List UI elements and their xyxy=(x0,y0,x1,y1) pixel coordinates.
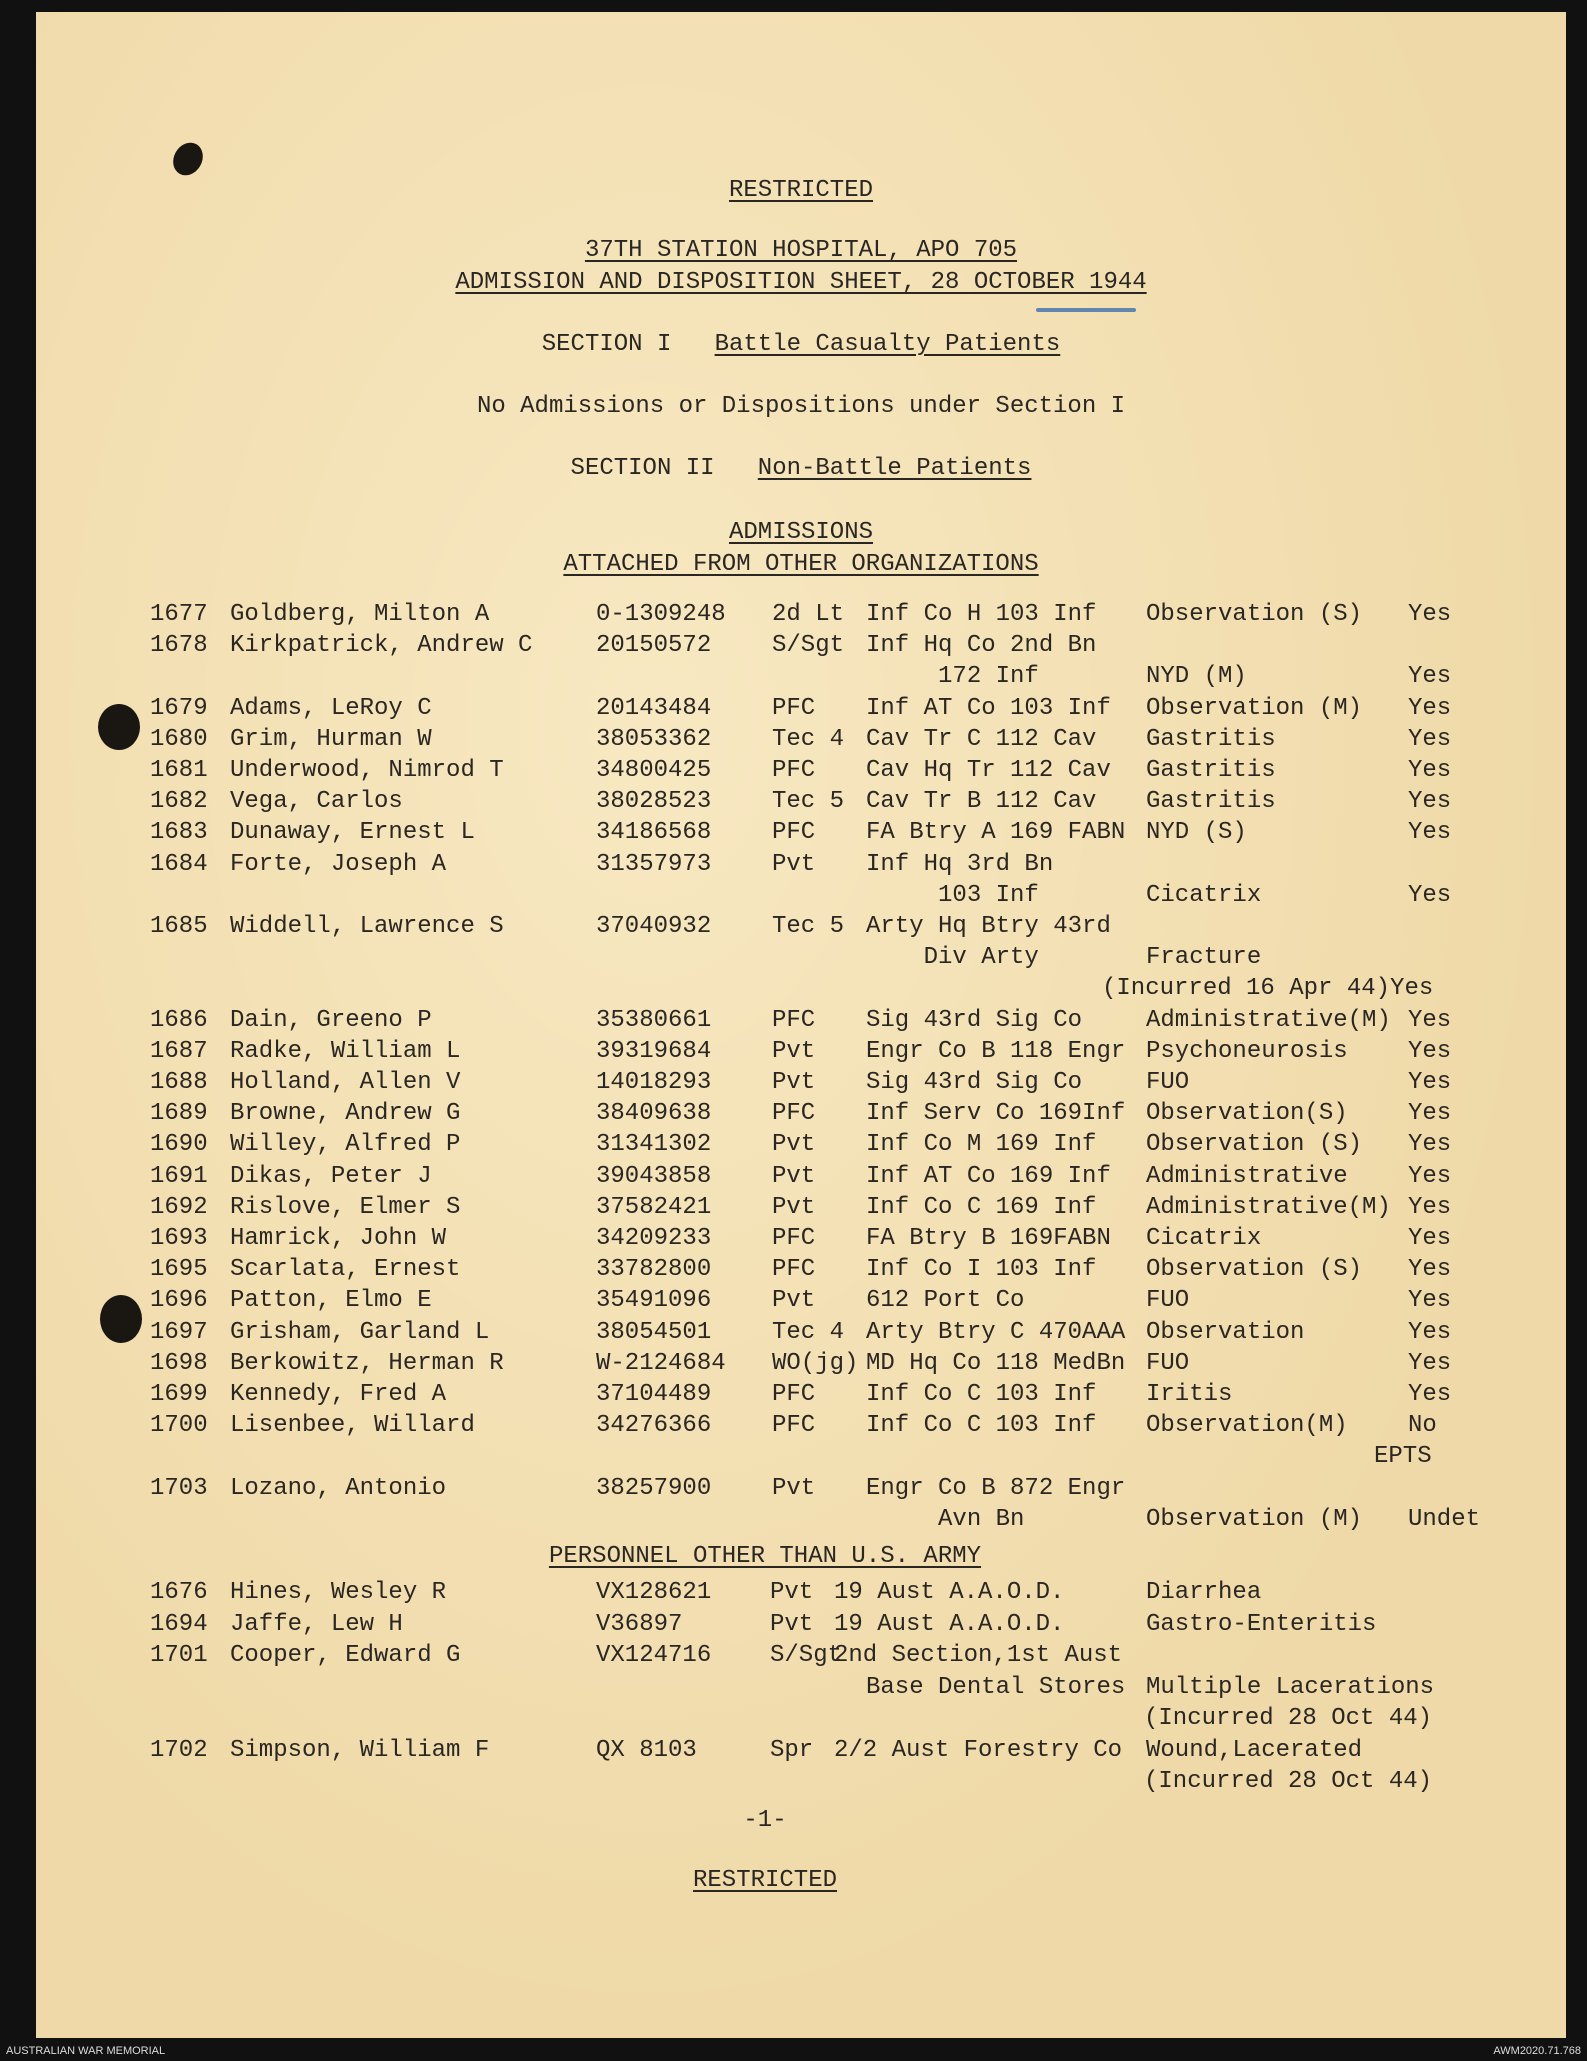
organization: Sig 43rd Sig Co xyxy=(866,1069,1083,1096)
serial-number: 34800425 xyxy=(596,757,712,784)
patient-number: 1676 xyxy=(150,1579,208,1606)
organization: Cav Tr C 112 Cav xyxy=(866,725,1097,753)
diagnosis: FUO xyxy=(1146,1287,1190,1315)
table-row xyxy=(36,787,1566,817)
grade: Pvt xyxy=(772,1193,816,1221)
table-row xyxy=(36,943,1566,973)
patient-number: 1692 xyxy=(150,1193,208,1221)
line-of-duty: Yes xyxy=(1408,725,1452,753)
organization: Inf Hq Co 2nd Bn xyxy=(866,632,1097,660)
patient-number: 1685 xyxy=(150,913,208,940)
organization: FA Btry A 169 FABN xyxy=(866,819,1126,847)
serial-number: V36897 xyxy=(596,1610,683,1638)
section-2-label: SECTION II xyxy=(570,455,715,482)
diagnosis: Gastritis xyxy=(1146,725,1276,753)
patient-number: 1678 xyxy=(150,632,208,660)
section-1-label: SECTION I xyxy=(541,331,672,358)
table-row xyxy=(36,881,1566,911)
serial-number: 35491096 xyxy=(596,1287,712,1315)
diagnosis: Fracture xyxy=(1146,944,1262,972)
grade: Pvt xyxy=(772,1474,816,1502)
attached-heading: ATTACHED FROM OTHER ORGANIZATIONS xyxy=(563,551,1039,578)
table-row xyxy=(36,1505,1566,1535)
table-row xyxy=(36,818,1566,848)
organization: Inf AT Co 169 Inf xyxy=(866,1162,1111,1190)
diagnosis: Observation (S) xyxy=(1146,1131,1363,1159)
diagnosis: Wound,Lacerated xyxy=(1146,1736,1363,1764)
patient-number: 1679 xyxy=(150,694,208,722)
diagnosis: FUO xyxy=(1146,1349,1190,1377)
patient-number: 1691 xyxy=(150,1162,208,1190)
serial-number: 37104489 xyxy=(596,1381,712,1408)
serial-number: 31341302 xyxy=(596,1131,712,1159)
patient-name: Dunaway, Ernest L xyxy=(230,819,475,847)
patient-number: 1700 xyxy=(150,1412,208,1440)
serial-number: 39043858 xyxy=(596,1162,712,1190)
table-row xyxy=(36,1578,1566,1608)
grade: Tec 4 xyxy=(772,1318,845,1346)
section-1-note: No Admissions or Dispositions under Section I xyxy=(476,393,1126,420)
line-of-duty: Yes xyxy=(1408,1256,1452,1284)
organization: Base Dental Stores xyxy=(866,1673,1126,1701)
line-of-duty: Undet xyxy=(1408,1505,1481,1533)
personnel-heading: PERSONNEL OTHER THAN U.S. ARMY xyxy=(548,1543,982,1570)
line-of-duty: Yes xyxy=(1408,1037,1452,1065)
patient-number: 1693 xyxy=(150,1225,208,1252)
serial-number: 37582421 xyxy=(596,1193,712,1221)
serial-number: 38028523 xyxy=(596,788,712,816)
table-row xyxy=(36,662,1566,692)
diagnosis: Gastro-Enteritis xyxy=(1146,1610,1377,1638)
patient-number: 1680 xyxy=(150,725,208,753)
table-row xyxy=(36,974,1566,1004)
diagnosis: Cicatrix xyxy=(1146,881,1262,909)
grade: PFC xyxy=(772,1381,816,1408)
serial-number: 38053362 xyxy=(596,725,712,753)
diagnosis: Observation (M) xyxy=(1146,1505,1363,1533)
grade: PFC xyxy=(772,1256,816,1284)
diagnosis: Observation(S) xyxy=(1146,1100,1348,1128)
admissions-heading: ADMISSIONS xyxy=(728,519,874,546)
row-note: EPTS xyxy=(1374,1443,1432,1471)
table-row xyxy=(36,1130,1566,1160)
patient-name: Jaffe, Lew H xyxy=(230,1610,403,1638)
patient-number: 1702 xyxy=(150,1736,208,1764)
patient-number: 1689 xyxy=(150,1100,208,1128)
grade: Pvt xyxy=(772,1131,816,1159)
serial-number: 38257900 xyxy=(596,1474,712,1502)
line-of-duty: Yes xyxy=(1408,1287,1452,1315)
line-of-duty: Yes xyxy=(1408,694,1452,722)
diagnosis: Cicatrix xyxy=(1146,1225,1262,1252)
line-of-duty: Yes xyxy=(1408,601,1452,628)
serial-number: 20150572 xyxy=(596,632,712,660)
grade: PFC xyxy=(772,819,816,847)
serial-number: 39319684 xyxy=(596,1037,712,1065)
line-of-duty: Yes xyxy=(1408,1131,1452,1159)
organization: MD Hq Co 118 MedBn xyxy=(866,1349,1126,1377)
patient-number: 1694 xyxy=(150,1610,208,1638)
table-row xyxy=(36,756,1566,786)
organization: Div Arty xyxy=(866,944,1039,972)
line-of-duty: Yes xyxy=(1408,1100,1452,1128)
table-row xyxy=(36,1068,1566,1098)
patient-name: Rislove, Elmer S xyxy=(230,1193,461,1221)
row-note: (Incurred 16 Apr 44)Yes xyxy=(1102,975,1434,1003)
patient-number: 1690 xyxy=(150,1131,208,1159)
section-2-title: Non-Battle Patients xyxy=(757,455,1032,482)
patient-number: 1677 xyxy=(150,601,208,628)
patient-name: Hines, Wesley R xyxy=(230,1579,447,1606)
patient-name: Hamrick, John W xyxy=(230,1225,447,1252)
organization: Arty Hq Btry 43rd xyxy=(866,913,1111,940)
table-row xyxy=(36,1162,1566,1192)
section-1-title: Battle Casualty Patients xyxy=(714,331,1061,358)
table-row xyxy=(36,1474,1566,1504)
archive-accession: AWM2020.71.768 xyxy=(1493,2045,1581,2057)
patient-name: Cooper, Edward G xyxy=(230,1642,461,1669)
patient-name: Adams, LeRoy C xyxy=(230,694,432,722)
table-row xyxy=(36,1193,1566,1223)
diagnosis: Observation (S) xyxy=(1146,1256,1363,1284)
grade: Pvt xyxy=(772,1287,816,1315)
line-of-duty: Yes xyxy=(1408,1193,1452,1221)
diagnosis: FUO xyxy=(1146,1069,1190,1096)
line-of-duty: Yes xyxy=(1408,1069,1452,1096)
organization: 612 Port Co xyxy=(866,1287,1025,1315)
page-number: -1- xyxy=(743,1807,787,1834)
table-row xyxy=(36,1224,1566,1254)
blue-pencil-mark xyxy=(1036,308,1136,312)
patient-number: 1681 xyxy=(150,757,208,784)
table-row xyxy=(36,1286,1566,1316)
table-row xyxy=(36,1006,1566,1036)
grade: PFC xyxy=(772,1006,816,1034)
table-row xyxy=(36,1641,1566,1671)
sheet-title: ADMISSION AND DISPOSITION SHEET, 28 OCTOBER 1944 xyxy=(455,269,1147,296)
patient-name: Willey, Alfred P xyxy=(230,1131,461,1159)
organization: Inf Hq 3rd Bn xyxy=(866,850,1054,878)
section-2-heading xyxy=(36,456,1566,482)
organization: 172 Inf xyxy=(866,663,1039,691)
organization: Cav Tr B 112 Cav xyxy=(866,788,1097,816)
patient-name: Berkowitz, Herman R xyxy=(230,1349,504,1377)
serial-number: 34186568 xyxy=(596,819,712,847)
table-row xyxy=(36,725,1566,755)
patient-name: Goldberg, Milton A xyxy=(230,601,490,628)
serial-number: 33782800 xyxy=(596,1256,712,1284)
table-row xyxy=(36,1767,1566,1797)
grade: S/Sgt xyxy=(770,1642,843,1669)
grade: PFC xyxy=(772,1100,816,1128)
grade: Pvt xyxy=(772,1069,816,1096)
patient-number: 1701 xyxy=(150,1642,208,1669)
diagnosis: NYD (S) xyxy=(1146,819,1247,847)
diagnosis: Administrative xyxy=(1146,1162,1348,1190)
table-row xyxy=(36,912,1566,942)
diagnosis: Gastritis xyxy=(1146,757,1276,784)
organization: Avn Bn xyxy=(866,1505,1025,1533)
diagnosis: Observation (S) xyxy=(1146,601,1363,628)
table-row xyxy=(36,1673,1566,1703)
diagnosis: Observation(M) xyxy=(1146,1412,1348,1440)
diagnosis: Diarrhea xyxy=(1146,1579,1262,1606)
patient-name: Lisenbee, Willard xyxy=(230,1412,475,1440)
patient-name: Radke, William L xyxy=(230,1037,461,1065)
grade: Tec 4 xyxy=(772,725,845,753)
organization: Engr Co B 872 Engr xyxy=(866,1474,1126,1502)
patient-number: 1684 xyxy=(150,850,208,878)
classification-top: RESTRICTED xyxy=(728,177,874,204)
document-page xyxy=(36,12,1566,2038)
patient-name: Dain, Greeno P xyxy=(230,1006,432,1034)
organization: Arty Btry C 470AAA xyxy=(866,1318,1126,1346)
serial-number: 38054501 xyxy=(596,1318,712,1346)
grade: PFC xyxy=(772,694,816,722)
grade: Pvt xyxy=(770,1610,814,1638)
patient-name: Vega, Carlos xyxy=(230,788,403,816)
table-row xyxy=(36,1349,1566,1379)
grade: WO(jg) xyxy=(772,1349,859,1377)
line-of-duty: Yes xyxy=(1408,1006,1452,1034)
organization: Inf Co C 103 Inf xyxy=(866,1381,1097,1408)
grade: Pvt xyxy=(772,850,816,878)
diagnosis: Observation xyxy=(1146,1318,1305,1346)
patient-name: Grisham, Garland L xyxy=(230,1318,490,1346)
line-of-duty: Yes xyxy=(1408,1225,1452,1252)
diagnosis: Psychoneurosis xyxy=(1146,1037,1348,1065)
section-1-heading xyxy=(36,332,1566,358)
patient-name: Kirkpatrick, Andrew C xyxy=(230,632,533,660)
diagnosis: Administrative(M) xyxy=(1146,1193,1391,1221)
organization: Inf Co C 169 Inf xyxy=(866,1193,1097,1221)
serial-number: 34209233 xyxy=(596,1225,712,1252)
archive-footer xyxy=(0,2042,1587,2061)
organization: FA Btry B 169FABN xyxy=(866,1225,1111,1252)
hospital-name: 37TH STATION HOSPITAL, APO 705 xyxy=(584,237,1018,264)
organization: Sig 43rd Sig Co xyxy=(866,1006,1083,1034)
serial-number: 0-1309248 xyxy=(596,601,726,628)
archive-label: AUSTRALIAN WAR MEMORIAL xyxy=(6,2045,166,2057)
serial-number: W-2124684 xyxy=(596,1349,726,1377)
line-of-duty: Yes xyxy=(1408,819,1452,847)
line-of-duty: No xyxy=(1408,1412,1437,1440)
table-row xyxy=(36,600,1566,630)
patient-number: 1698 xyxy=(150,1349,208,1377)
grade: Pvt xyxy=(772,1037,816,1065)
patient-number: 1686 xyxy=(150,1006,208,1034)
patient-number: 1683 xyxy=(150,819,208,847)
ink-stain xyxy=(167,137,208,180)
organization: Inf Co H 103 Inf xyxy=(866,601,1097,628)
patient-name: Widdell, Lawrence S xyxy=(230,913,504,940)
table-row xyxy=(36,1255,1566,1285)
grade: Pvt xyxy=(770,1579,814,1606)
grade: Tec 5 xyxy=(772,913,845,940)
table-row xyxy=(36,1099,1566,1129)
organization: Inf Serv Co 169Inf xyxy=(866,1100,1126,1128)
patient-name: Patton, Elmo E xyxy=(230,1287,432,1315)
organization: Inf AT Co 103 Inf xyxy=(866,694,1111,722)
organization: 103 Inf xyxy=(866,881,1039,909)
serial-number: 20143484 xyxy=(596,694,712,722)
serial-number: 38409638 xyxy=(596,1100,712,1128)
grade: S/Sgt xyxy=(772,632,845,660)
table-row xyxy=(36,850,1566,880)
serial-number: 31357973 xyxy=(596,850,712,878)
organization: Cav Hq Tr 112 Cav xyxy=(866,757,1111,784)
line-of-duty: Yes xyxy=(1408,757,1452,784)
diagnosis: (Incurred 28 Oct 44) xyxy=(1144,1705,1433,1732)
grade: Spr xyxy=(770,1736,814,1764)
organization: 2/2 Aust Forestry Co xyxy=(834,1736,1123,1764)
diagnosis: Administrative(M) xyxy=(1146,1006,1391,1034)
organization: Inf Co M 169 Inf xyxy=(866,1131,1097,1159)
patient-name: Scarlata, Ernest xyxy=(230,1256,461,1284)
grade: PFC xyxy=(772,757,816,784)
patient-name: Lozano, Antonio xyxy=(230,1474,447,1502)
patient-number: 1695 xyxy=(150,1256,208,1284)
diagnosis: Iritis xyxy=(1146,1381,1233,1408)
organization: Engr Co B 118 Engr xyxy=(866,1037,1126,1065)
organization: 2nd Section,1st Aust xyxy=(834,1642,1123,1669)
serial-number: 14018293 xyxy=(596,1069,712,1096)
grade: Tec 5 xyxy=(772,788,845,816)
serial-number: QX 8103 xyxy=(596,1736,697,1764)
line-of-duty: Yes xyxy=(1408,1381,1452,1408)
patient-name: Forte, Joseph A xyxy=(230,850,447,878)
patient-number: 1696 xyxy=(150,1287,208,1315)
line-of-duty: Yes xyxy=(1408,788,1452,816)
line-of-duty: Yes xyxy=(1408,1162,1452,1190)
organization: 19 Aust A.A.O.D. xyxy=(834,1610,1065,1638)
classification-bottom: RESTRICTED xyxy=(692,1867,838,1894)
diagnosis: NYD (M) xyxy=(1146,663,1247,691)
patient-number: 1697 xyxy=(150,1318,208,1346)
diagnosis: (Incurred 28 Oct 44) xyxy=(1144,1768,1433,1795)
patient-name: Browne, Andrew G xyxy=(230,1100,461,1128)
grade: PFC xyxy=(772,1225,816,1252)
table-row xyxy=(36,694,1566,724)
serial-number: VX124716 xyxy=(596,1642,712,1669)
patient-name: Underwood, Nimrod T xyxy=(230,757,504,784)
patient-name: Holland, Allen V xyxy=(230,1069,461,1096)
table-row xyxy=(36,1037,1566,1067)
serial-number: VX128621 xyxy=(596,1579,712,1606)
grade: Pvt xyxy=(772,1162,816,1190)
diagnosis: Observation (M) xyxy=(1146,694,1363,722)
table-row xyxy=(36,1318,1566,1348)
patient-name: Simpson, William F xyxy=(230,1736,490,1764)
grade: 2d Lt xyxy=(772,601,845,628)
patient-number: 1688 xyxy=(150,1069,208,1096)
table-row xyxy=(36,1442,1566,1472)
patient-number: 1703 xyxy=(150,1474,208,1502)
line-of-duty: Yes xyxy=(1408,1349,1452,1377)
patient-number: 1699 xyxy=(150,1381,208,1408)
line-of-duty: Yes xyxy=(1408,881,1452,909)
table-row xyxy=(36,631,1566,661)
table-row xyxy=(36,1610,1566,1640)
diagnosis: Gastritis xyxy=(1146,788,1276,816)
serial-number: 34276366 xyxy=(596,1412,712,1440)
serial-number: 35380661 xyxy=(596,1006,712,1034)
organization: 19 Aust A.A.O.D. xyxy=(834,1579,1065,1606)
patient-number: 1687 xyxy=(150,1037,208,1065)
patient-number: 1682 xyxy=(150,788,208,816)
line-of-duty: Yes xyxy=(1408,663,1452,691)
grade: PFC xyxy=(772,1412,816,1440)
serial-number: 37040932 xyxy=(596,913,712,940)
diagnosis: Multiple Lacerations xyxy=(1146,1673,1435,1701)
patient-name: Grim, Hurman W xyxy=(230,725,432,753)
patient-name: Kennedy, Fred A xyxy=(230,1381,447,1408)
table-row xyxy=(36,1411,1566,1441)
organization: Inf Co I 103 Inf xyxy=(866,1256,1097,1284)
organization: Inf Co C 103 Inf xyxy=(866,1412,1097,1440)
patient-name: Dikas, Peter J xyxy=(230,1162,432,1190)
table-row xyxy=(36,1380,1566,1410)
table-row xyxy=(36,1704,1566,1734)
line-of-duty: Yes xyxy=(1408,1318,1452,1346)
table-row xyxy=(36,1736,1566,1766)
